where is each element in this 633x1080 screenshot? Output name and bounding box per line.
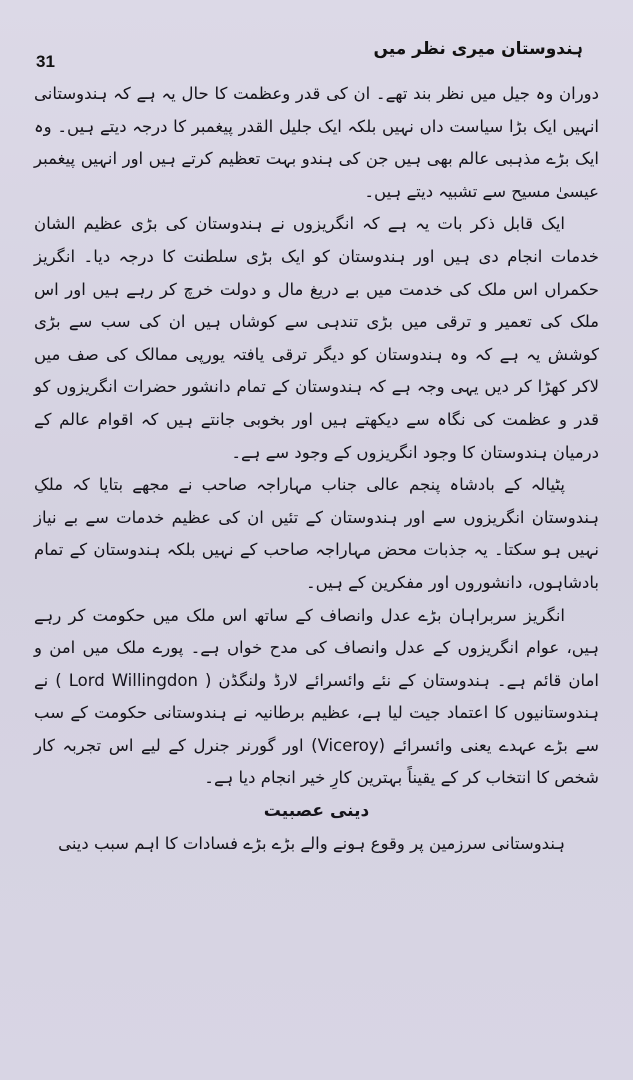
paragraph-4: انگریز سربراہان بڑے عدل وانصاف کے ساتھ اس ملک میں حکومت کر رہے ہیں، عوام انگریزوں کے عدل وانصاف کی مدح خواں ہے۔ پورے ملک میں امن و امان قائم ہے۔ ہندوستان کے نئے وائسرائے لارڈ ولنگڈن ( Lord Willingdon ) نے ہندوستانیوں کا اعتماد جیت لیا ہے، عظیم برطانیہ نے ہندوستانی حکومت کے سب سے بڑے عہدے یعنی وائسرائے (Viceroy) اور گورنر جنرل کے لیے اس تجربہ کار شخص کا انتخاب کر کے یقیناً بہترین کارِ خیر انجام دیا ہے۔ — [34, 605, 599, 788]
page-number: 31 — [36, 52, 55, 71]
paragraph-3: پٹیالہ کے بادشاہ پنجم عالی جناب مہاراجہ صاحب نے مجھے بتایا کہ ملکِ ہندوستان انگریزوں سے اور ہندوستان کے تئیں ان کی عظیم خدمات سے بے نیاز نہیں ہو سکتا۔ یہ جذبات محض مہاراجہ صاحب کے نہیں بلکہ ہندوستان کے تمام بادشاہوں، دانشوروں اور مفکرین کے ہیں۔ — [34, 475, 599, 592]
closing-line: ہندوستانی سرزمین پر وقوع ہونے والے بڑے بڑے فسادات کا اہم سبب دینی — [58, 833, 565, 853]
paragraph-1: دوران وہ جیل میں نظر بند تھے۔ ان کی قدر وعظمت کا حال یہ ہے کہ ہندوستانی انہیں ایک بڑا سیاست داں نہیں بلکہ ایک جلیل القدر پیغمبر کا درجہ دیتے ہیں۔ وہ ایک بڑے مذہبی عالم بھی ہیں جن کی ہندو بہت تعظیم کرتے ہیں اور انہیں پیغمبر عیسیٰ مسیح سے تشبیہ دیتے ہیں۔ — [34, 84, 599, 201]
running-title: ہندوستان میری نظر میں — [373, 39, 583, 59]
paragraph-2: ایک قابل ذکر بات یہ ہے کہ انگریزوں نے ہندوستان کی بڑی عظیم الشان خدمات انجام دی ہیں اور ہندوستان کو ایک بڑی سلطنت کا درجہ دیا۔ انگریز حکمراں اس ملک کی خدمت میں بے دریغ مال و دولت خرچ کر رہے ہیں اور اس ملک کی تعمیر و ترقی میں بڑی تندہی سے کوشاں ہیں ان کی سب سے بڑی کوشش یہ ہے کہ وہ ہندوستان کو دیگر ترقی یافتہ یورپی ممالک کی صف میں لاکر کھڑا کر دیں یہی وجہ ہے کہ ہندوستان کے تمام دانشور حضرات انگریزوں کو قدر و عظمت کی نگاہ سے دیکھتے ہیں اور بخوبی جانتے ہیں کہ اقوام عالم کے درمیان ہندوستان کا وجود انگریزوں کے وجود سے ہے۔ — [34, 214, 599, 462]
body-text — [34, 78, 599, 860]
page-header — [36, 34, 583, 74]
section-heading: دینی عصبیت — [263, 801, 370, 822]
